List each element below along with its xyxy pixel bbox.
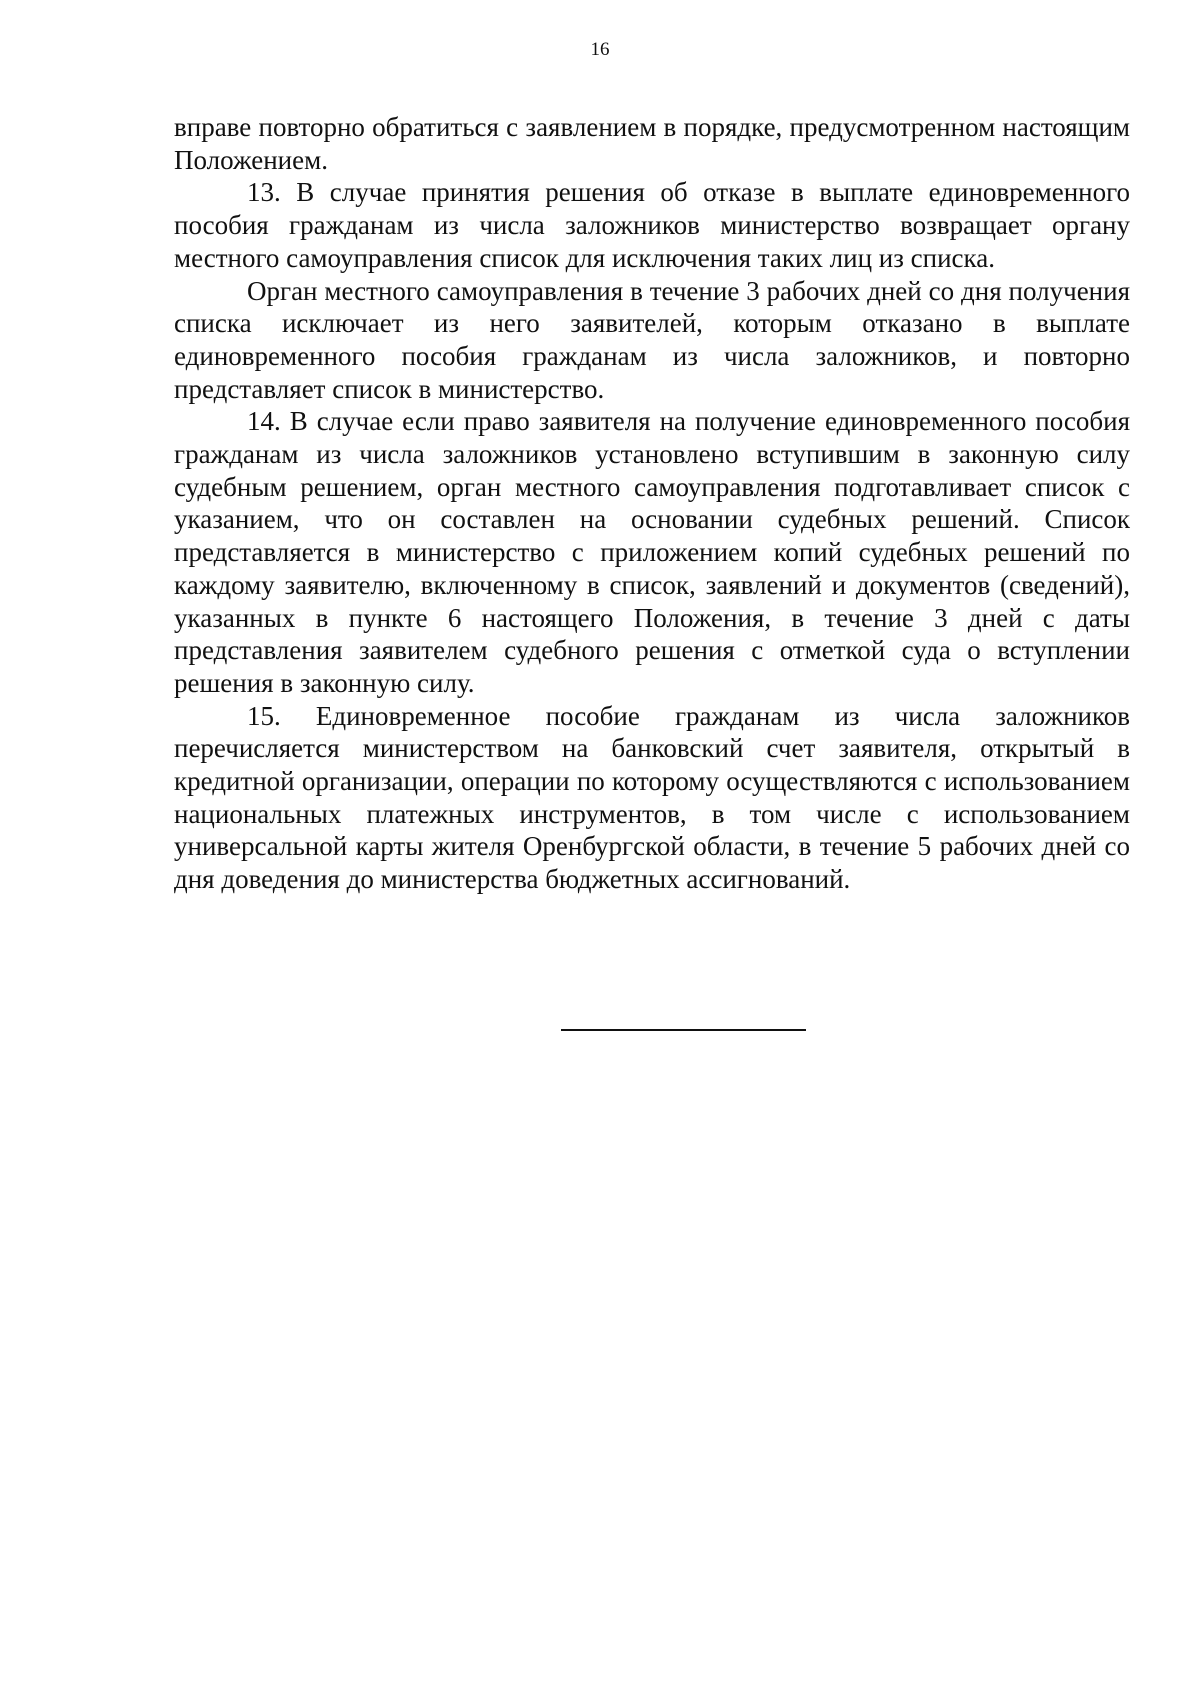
document-body — [174, 111, 1130, 896]
paragraph-item-13: 13. В случае принятия решения об отказе в выплате единовременного пособия гражданам из числа заложников министерство возвращает органу местного самоуправления список для исключения таких лиц из списка. — [174, 177, 1130, 273]
closing-rule — [561, 1029, 806, 1031]
page-number: 16 — [590, 39, 610, 60]
paragraph-item-14: 14. В случае если право заявителя на получение единовременного пособия гражданам из числа заложников установлено вступившим в законную силу судебным решением, орган местного самоуправления подготавливает список с указанием, что он составлен на основании судебных решений. Список представляется в министерство с приложением копий судебных решений по каждому заявителю, включенному в список, заявлений и документов (сведений), указанных в пункте 6 настоящего Положения, в течение 3 дней с даты представления заявителем судебного решения с отметкой суда о вступлении решения в законную силу. — [174, 406, 1130, 698]
paragraph-item-15: 15. Единовременное пособие гражданам из числа заложников перечисляется министерством на банковский счет заявителя, открытый в кредитной организации, операции по которому осуществляются с использованием национальных платежных инструментов, в том числе с использованием универсальной карты жителя Оренбургской области, в течение 5 рабочих дней со дня доведения до министерства бюджетных ассигнований. — [174, 700, 1130, 895]
paragraph-item-13-continued: Орган местного самоуправления в течение 3 рабочих дней со дня получения списка исключает из него заявителей, которым отказано в выплате единовременного пособия гражданам из числа заложников, и повторно представляет список в министерство. — [174, 275, 1130, 404]
paragraph-continuation: вправе повторно обратиться с заявлением в порядке, предусмотренном настоящим Положением. — [174, 112, 1130, 175]
